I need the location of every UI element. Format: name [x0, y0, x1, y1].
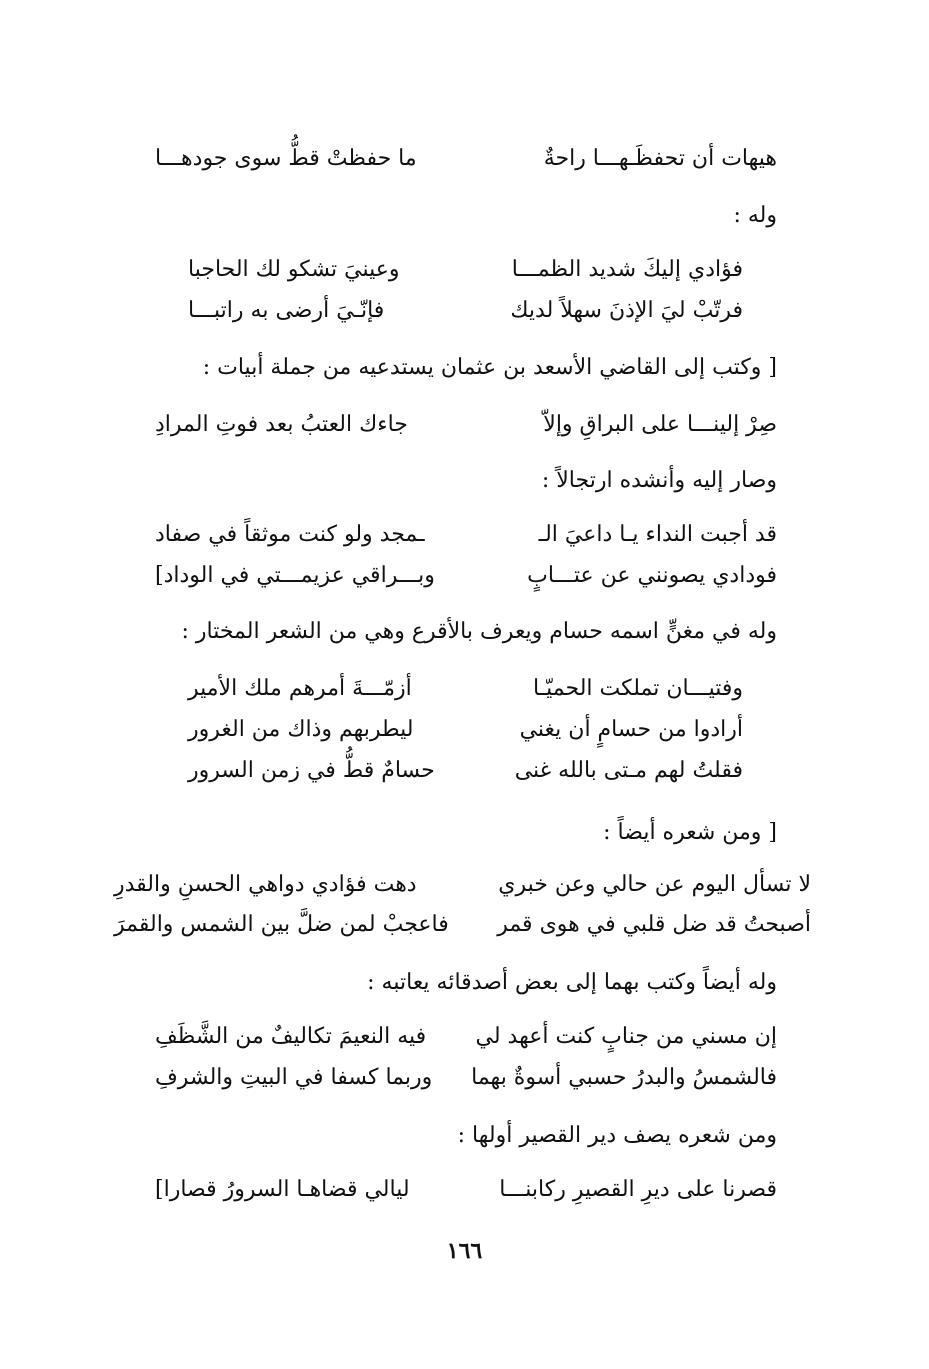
verse-second-hemistich: ما حفظتْ قطُّ سوى جودهـــا: [155, 146, 417, 171]
page-number: ١٦٦: [446, 1238, 483, 1264]
verse-second-hemistich: فإنّـيَ أرضى به راتبـــا: [188, 298, 385, 323]
prose-line: وله أيضاً وكتب بهما إلى بعض أصدقائه يعاتبه :: [367, 970, 777, 995]
verse-second-hemistich: فاعجبْ لمن ضلَّ بين الشمس والقمرَ: [114, 912, 449, 937]
verse-second-hemistich: ـمجد ولو كنت موثقاً في صفاد: [155, 522, 425, 547]
verse-second-hemistich: حسامٌ قطُّ في زمن السرور: [188, 758, 435, 783]
verse-first-hemistich: أصبحتُ قد ضل قلبي في هوى قمر: [497, 912, 811, 937]
verse-first-hemistich: لا تسأل اليوم عن حالي وعن خبري: [498, 872, 811, 897]
prose-line: وصار إليه وأنشده ارتجالاً :: [541, 468, 777, 493]
verse-first-hemistich: فالشمسُ والبدرُ حسبي أسوةٌ بهما: [471, 1065, 777, 1090]
verse-first-hemistich: فقلتُ لهم مـتى بالله غنى: [514, 758, 743, 783]
verse-second-hemistich: ليطربهم وذاك من الغرور: [188, 717, 414, 742]
prose-line: وله :: [733, 203, 777, 228]
verse-second-hemistich: أزمّـــةَ أمرهم ملك الأمير: [188, 676, 412, 701]
verse-first-hemistich: وفتيـــان تملكت الحميّـا: [533, 676, 743, 701]
verse-second-hemistich: ليالي قضاهـا السرورُ قصارا]: [155, 1177, 410, 1202]
verse-first-hemistich: فؤادي إليكَ شديد الظمـــا: [511, 257, 743, 282]
prose-line: [ ومن شعره أيضاً :: [603, 820, 777, 845]
verse-first-hemistich: هيهات أن تحفظَـهـــا راحةٌ: [543, 146, 777, 171]
verse-second-hemistich: جاءك العتبُ بعد فوتِ المرادِ: [155, 412, 408, 437]
prose-line: ومن شعره يصف دير القصير أولها :: [457, 1123, 777, 1148]
prose-line: [ وكتب إلى القاضي الأسعد بن عثمان يستدعيه من جملة أبيات :: [202, 355, 777, 380]
prose-line: وله في مغنٍّ اسمه حسام ويعرف بالأقرع وهي من الشعر المختار :: [181, 619, 777, 644]
verse-second-hemistich: فيه النعيمَ تكاليفٌ من الشَّظَفِ: [155, 1024, 427, 1049]
verse-first-hemistich: فودادي يصونني عن عتـــابٍ: [527, 563, 777, 588]
verse-first-hemistich: فرتّبْ ليَ الإذنَ سهلاً لديك: [510, 298, 743, 323]
verse-first-hemistich: صِرْ إلينـــا على البراقِ وإلاّ: [543, 412, 777, 437]
verse-second-hemistich: وربما كسفا في البيتِ والشرفِ: [155, 1065, 433, 1090]
verse-first-hemistich: أرادوا من حسامٍ أن يغني: [519, 717, 743, 742]
verse-first-hemistich: قصرنا على ديرِ القصيرِ ركابنـــا: [499, 1177, 777, 1202]
verse-first-hemistich: قد أجبت النداء يـا داعيَ الـ: [538, 522, 777, 547]
verse-first-hemistich: إن مسني من جنابٍ كنت أعهد لي: [475, 1024, 777, 1049]
verse-second-hemistich: دهت فؤادي دواهي الحسنِ والقدرِ: [114, 872, 417, 897]
verse-second-hemistich: وعينيَ تشكو لك الحاجبا: [188, 257, 400, 282]
verse-second-hemistich: وبـــراقي عزيمـــتي في الوداد]: [155, 563, 435, 588]
